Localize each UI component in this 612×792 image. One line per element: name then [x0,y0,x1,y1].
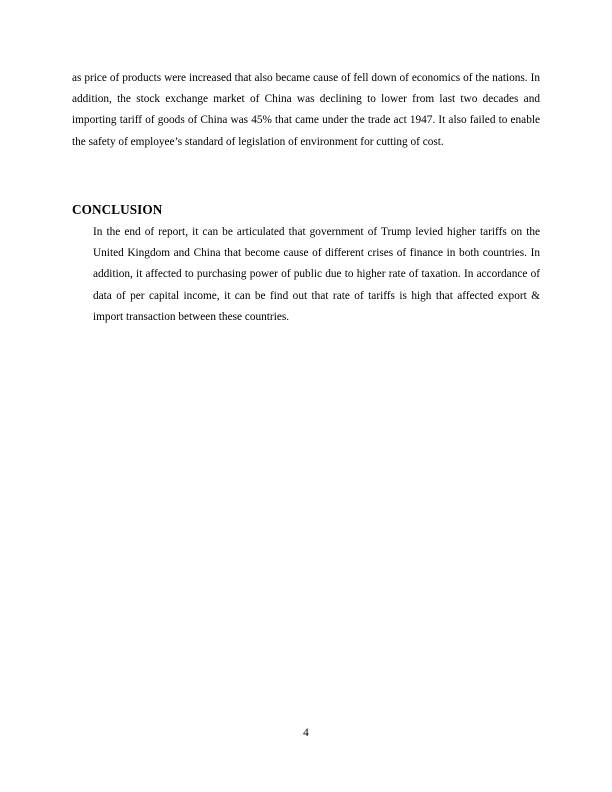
page-number: 4 [303,727,309,739]
body-paragraph: as price of products were increased that also became cause of fell down of economics of the nations. In addition, the stock exchange market of China was declining to lower from last two decades and importing tariff of goods of China was 45% that came under the trade act 1947. It also failed to enable the safety of employee’s standard of legislation of environment for cutting of cost. [72,72,540,148]
conclusion-paragraph: In the end of report, it can be articulated that government of Trump levied higher tariffs on the United Kingdom and China that become cause of different crises of finance in both countries. In addition, it affected to purchasing power of public due to higher rate of taxation. In accordance of data of per capital income, it can be find out that rate of tariffs is high that affected export & import transaction between these countries. [93,226,540,323]
conclusion-heading: CONCLUSION [72,202,163,217]
